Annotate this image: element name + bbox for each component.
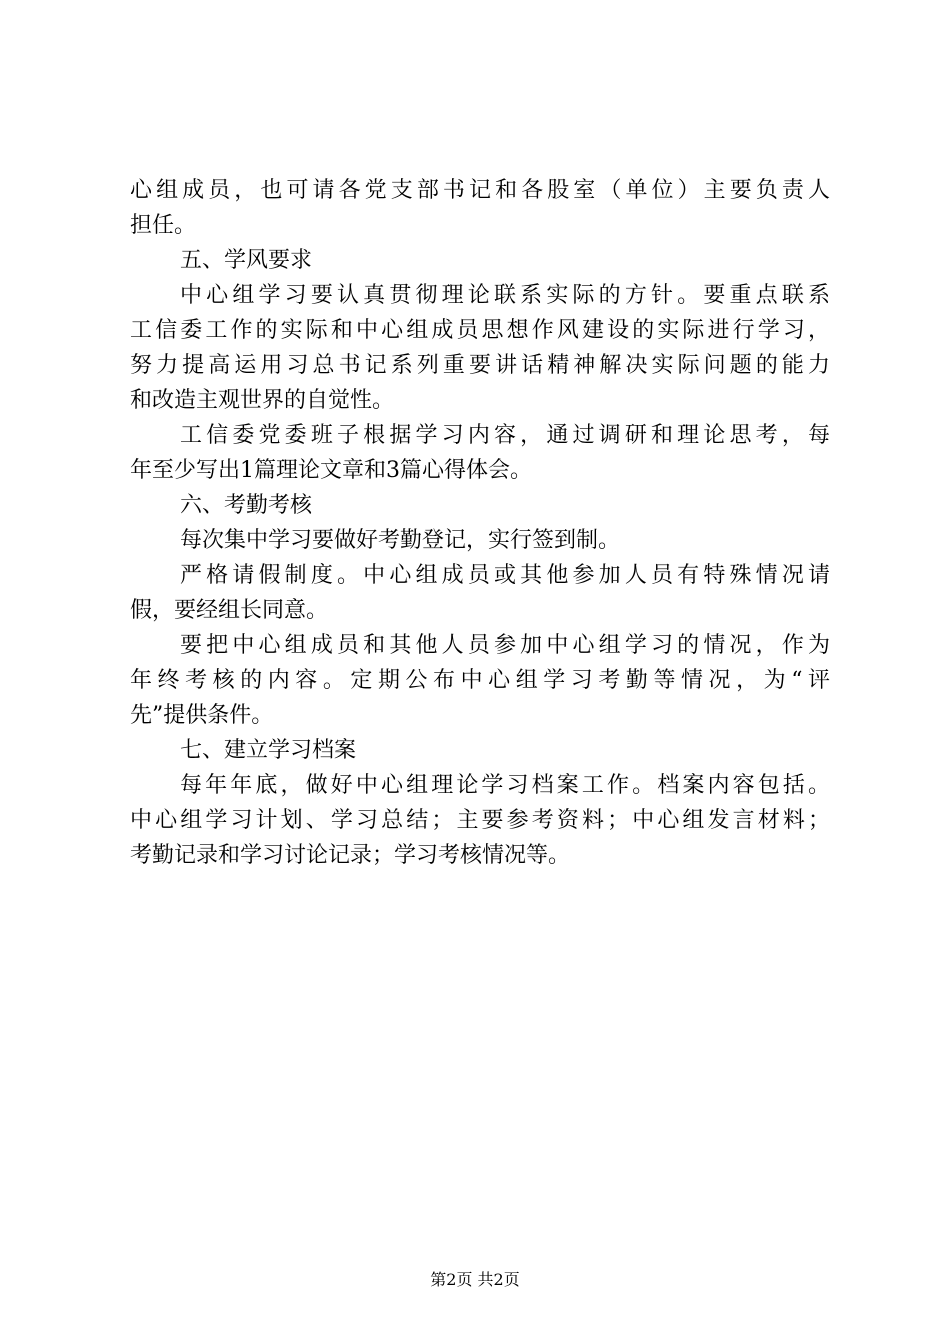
document-body: [130, 173, 830, 873]
text-line: 担任。: [130, 213, 197, 238]
text-line: 假，要经组长同意。: [130, 598, 329, 623]
text-line: 考勤记录和学习讨论记录；学习考核情况等。: [130, 843, 571, 868]
text-line: 和改造主观世界的自觉性。: [130, 388, 395, 413]
text-line: 五、学风要求: [180, 248, 313, 273]
text-line: 心组成员，也可请各党支部书记和各股室（单位）主要负责人: [130, 178, 830, 203]
text-line: 工信委党委班子根据学习内容，通过调研和理论思考，每: [180, 423, 830, 448]
text-line: 努力提高运用习总书记系列重要讲话精神解决实际问题的能力: [130, 353, 830, 378]
page-footer: 第2页 共2页: [430, 1270, 520, 1289]
text-line: 要把中心组成员和其他人员参加中心组学习的情况，作为: [180, 633, 830, 658]
text-line: 中心组学习计划、学习总结；主要参考资料；中心组发言材料；: [130, 808, 830, 833]
text-line: 七、建立学习档案: [180, 738, 357, 763]
text-line: 中心组学习要认真贯彻理论联系实际的方针。要重点联系: [180, 283, 830, 308]
text-line: 每次集中学习要做好考勤登记，实行签到制。: [180, 528, 621, 553]
text-line: 严格请假制度。中心组成员或其他参加人员有特殊情况请: [180, 563, 830, 588]
text-line: 工信委工作的实际和中心组成员思想作风建设的实际进行学习，: [130, 318, 830, 343]
text-line: 每年年底，做好中心组理论学习档案工作。档案内容包括。: [180, 773, 830, 798]
text-line: 先”提供条件。: [130, 703, 274, 728]
text-line: 年至少写出1篇理论文章和3篇心得体会。: [130, 458, 532, 483]
text-line: 年终考核的内容。定期公布中心组学习考勤等情况，为“评: [130, 668, 830, 693]
text-line: 六、考勤考核: [180, 493, 313, 518]
